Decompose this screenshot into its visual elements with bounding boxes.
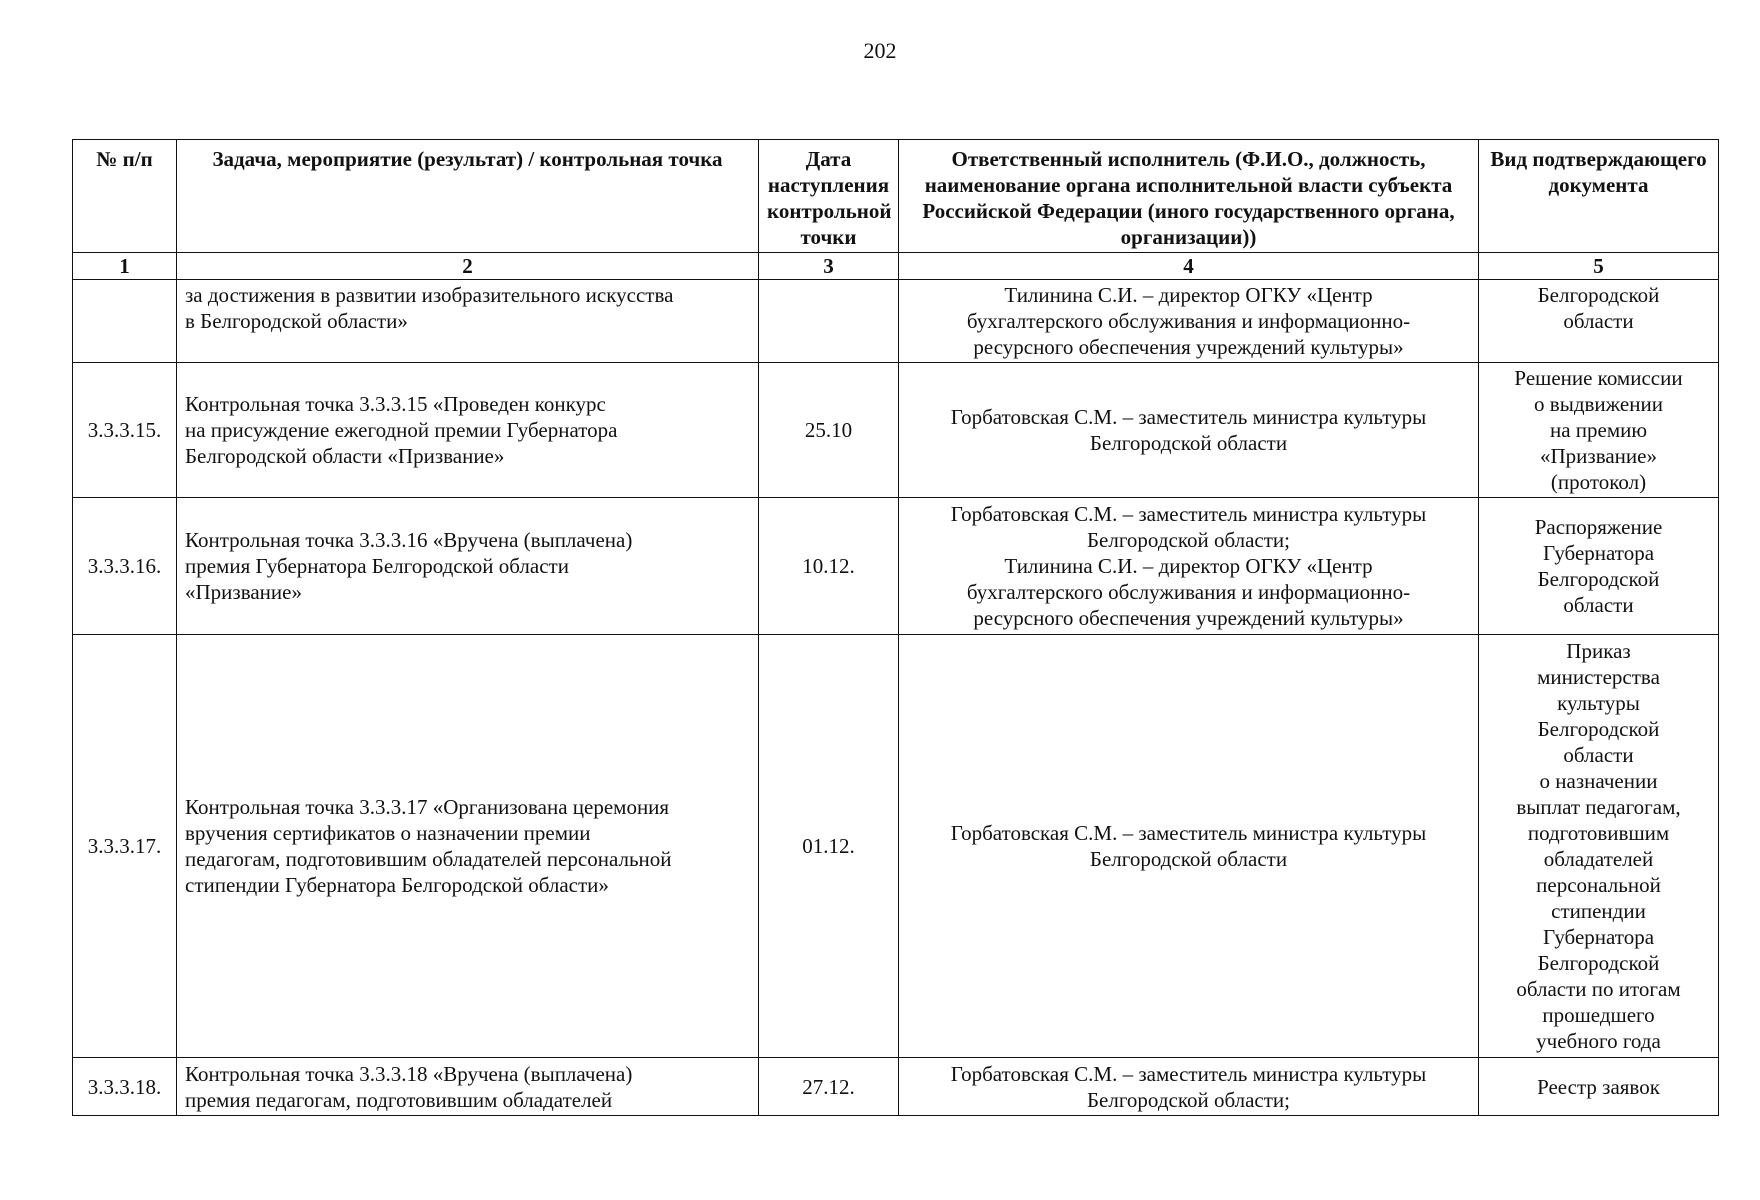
task-cell: [177, 635, 759, 1058]
responsible-cell-line: Тилинина С.И. – директор ОГКУ «Центр: [1004, 554, 1373, 578]
responsible-cell-line: бухгалтерского обслуживания и информационно-: [966, 309, 1411, 333]
document-cell-line: персональной: [1536, 873, 1661, 897]
document-cell-line: Реестр заявок: [1537, 1075, 1660, 1099]
document-cell-line: области: [1563, 743, 1634, 767]
document-cell-line: области по итогам: [1516, 977, 1681, 1001]
document-cell-line: на премию: [1549, 418, 1648, 442]
responsible-cell-line: бухгалтерского обслуживания и информационно-: [966, 580, 1411, 604]
task-cell-line: в Белгородской области»: [185, 309, 408, 333]
responsible-cell-line: Белгородской области;: [1086, 1088, 1290, 1112]
responsible-cell: [899, 635, 1479, 1058]
document-cell-line: подготовившим: [1527, 821, 1670, 845]
row-number: 3.3.3.16.: [73, 498, 177, 635]
responsible-cell-line: Тилинина С.И. – директор ОГКУ «Центр: [1004, 283, 1373, 307]
table-row: [73, 498, 1719, 635]
task-cell-line: Контрольная точка 3.3.3.15 «Проведен конкурс: [185, 392, 606, 416]
row-number: 3.3.3.17.: [73, 635, 177, 1058]
task-cell: [177, 280, 759, 363]
table-row: [73, 280, 1719, 363]
column-index-4: 4: [899, 253, 1479, 280]
responsible-cell-line: Белгородской области: [1089, 847, 1288, 871]
task-cell-line: вручения сертификатов о назначении премии: [185, 821, 591, 845]
document-cell-line: Распоряжение: [1534, 515, 1663, 539]
task-cell-line: Белгородской области «Призвание»: [185, 444, 505, 468]
document-cell-line: стипендии: [1551, 899, 1646, 923]
document-cell-line: области: [1563, 593, 1634, 617]
task-cell-line: Контрольная точка 3.3.3.16 «Вручена (выплачена): [185, 528, 633, 552]
document-cell-line: учебного года: [1536, 1029, 1661, 1053]
document-cell-line: прошедшего: [1542, 1003, 1655, 1027]
document-cell-line: Белгородской: [1537, 717, 1660, 741]
responsible-cell-line: Горбатовская С.М. – заместитель министра культуры: [950, 502, 1427, 526]
responsible-cell: [899, 498, 1479, 635]
date-cell: [759, 280, 899, 363]
table-row: [73, 1058, 1719, 1116]
responsible-cell-line: Горбатовская С.М. – заместитель министра культуры: [950, 405, 1427, 429]
task-cell-line: Контрольная точка 3.3.3.18 «Вручена (выплачена): [185, 1062, 633, 1086]
page-number: 202: [863, 38, 897, 63]
date-cell: 25.10: [759, 363, 899, 498]
date-cell: 01.12.: [759, 635, 899, 1058]
row-number: [73, 280, 177, 363]
responsible-cell: [899, 363, 1479, 498]
table-row: [73, 363, 1719, 498]
task-cell-line: стипендии Губернатора Белгородской области»: [185, 873, 609, 897]
task-cell-line: премия Губернатора Белгородской области: [185, 554, 569, 578]
responsible-cell: [899, 1058, 1479, 1116]
document-cell-line: о назначении: [1539, 769, 1658, 793]
document-cell-line: Белгородской: [1537, 283, 1660, 307]
task-cell-line: премия педагогам, подготовившим обладателей: [185, 1088, 613, 1112]
task-cell-line: «Призвание»: [185, 580, 302, 604]
task-cell-line: на присуждение ежегодной премии Губернатора: [185, 418, 618, 442]
header-responsible: Ответственный исполнитель (Ф.И.О., должность, наименование органа исполнительной власти субъекта Российской Федерации (иного государственного органа, организации)): [899, 140, 1479, 253]
responsible-cell-line: ресурсного обеспечения учреждений культуры»: [973, 606, 1404, 630]
document-cell-line: министерства: [1537, 665, 1660, 689]
control-points-table: [72, 139, 1719, 1116]
responsible-cell-line: Горбатовская С.М. – заместитель министра культуры: [950, 1062, 1427, 1086]
document-cell-line: области: [1563, 309, 1634, 333]
document-cell-line: Приказ: [1566, 639, 1631, 663]
document-cell-line: Губернатора: [1542, 925, 1655, 949]
header-date: Дата наступления контрольной точки: [759, 140, 899, 253]
document-cell-line: культуры: [1557, 691, 1640, 715]
header-document: Вид подтверждающего документа: [1479, 140, 1719, 253]
document-cell-line: обладателей: [1543, 847, 1654, 871]
task-cell-line: Контрольная точка 3.3.3.17 «Организована церемония: [185, 795, 670, 819]
document-cell-line: Белгородской: [1537, 951, 1660, 975]
table-body: [73, 280, 1719, 1116]
document-cell-line: о выдвижении: [1534, 392, 1663, 416]
table-header-row: [73, 140, 1719, 253]
document-cell-line: (протокол): [1550, 470, 1647, 494]
date-cell: 27.12.: [759, 1058, 899, 1116]
document-cell: [1479, 635, 1719, 1058]
document-cell-line: «Призвание»: [1540, 444, 1657, 468]
column-index-1: 1: [73, 253, 177, 280]
responsible-cell-line: Горбатовская С.М. – заместитель министра культуры: [950, 821, 1427, 845]
document-cell-line: Решение комиссии: [1514, 366, 1683, 390]
document-cell: [1479, 280, 1719, 363]
task-cell: [177, 498, 759, 635]
row-number: 3.3.3.18.: [73, 1058, 177, 1116]
document-cell-line: Белгородской: [1537, 567, 1660, 591]
responsible-cell: [899, 280, 1479, 363]
table-row: [73, 635, 1719, 1058]
responsible-cell-line: Белгородской области: [1089, 431, 1288, 455]
task-cell-line: за достижения в развитии изобразительного искусства: [185, 283, 674, 307]
task-cell: [177, 1058, 759, 1116]
column-index-2: 2: [177, 253, 759, 280]
document-cell: [1479, 1058, 1719, 1116]
document-cell: [1479, 498, 1719, 635]
document-cell: [1479, 363, 1719, 498]
responsible-cell-line: ресурсного обеспечения учреждений культуры»: [973, 335, 1404, 359]
document-cell-line: выплат педагогам,: [1516, 795, 1681, 819]
header-task: Задача, мероприятие (результат) / контрольная точка: [177, 140, 759, 253]
row-number: 3.3.3.15.: [73, 363, 177, 498]
header-number: № п/п: [73, 140, 177, 253]
responsible-cell-line: Белгородской области;: [1086, 528, 1290, 552]
column-number-row: [73, 253, 1719, 280]
date-cell: 10.12.: [759, 498, 899, 635]
document-cell-line: Губернатора: [1542, 541, 1655, 565]
task-cell-line: педагогам, подготовившим обладателей персональной: [185, 847, 672, 871]
task-cell: [177, 363, 759, 498]
column-index-5: 5: [1479, 253, 1719, 280]
column-index-3: 3: [759, 253, 899, 280]
